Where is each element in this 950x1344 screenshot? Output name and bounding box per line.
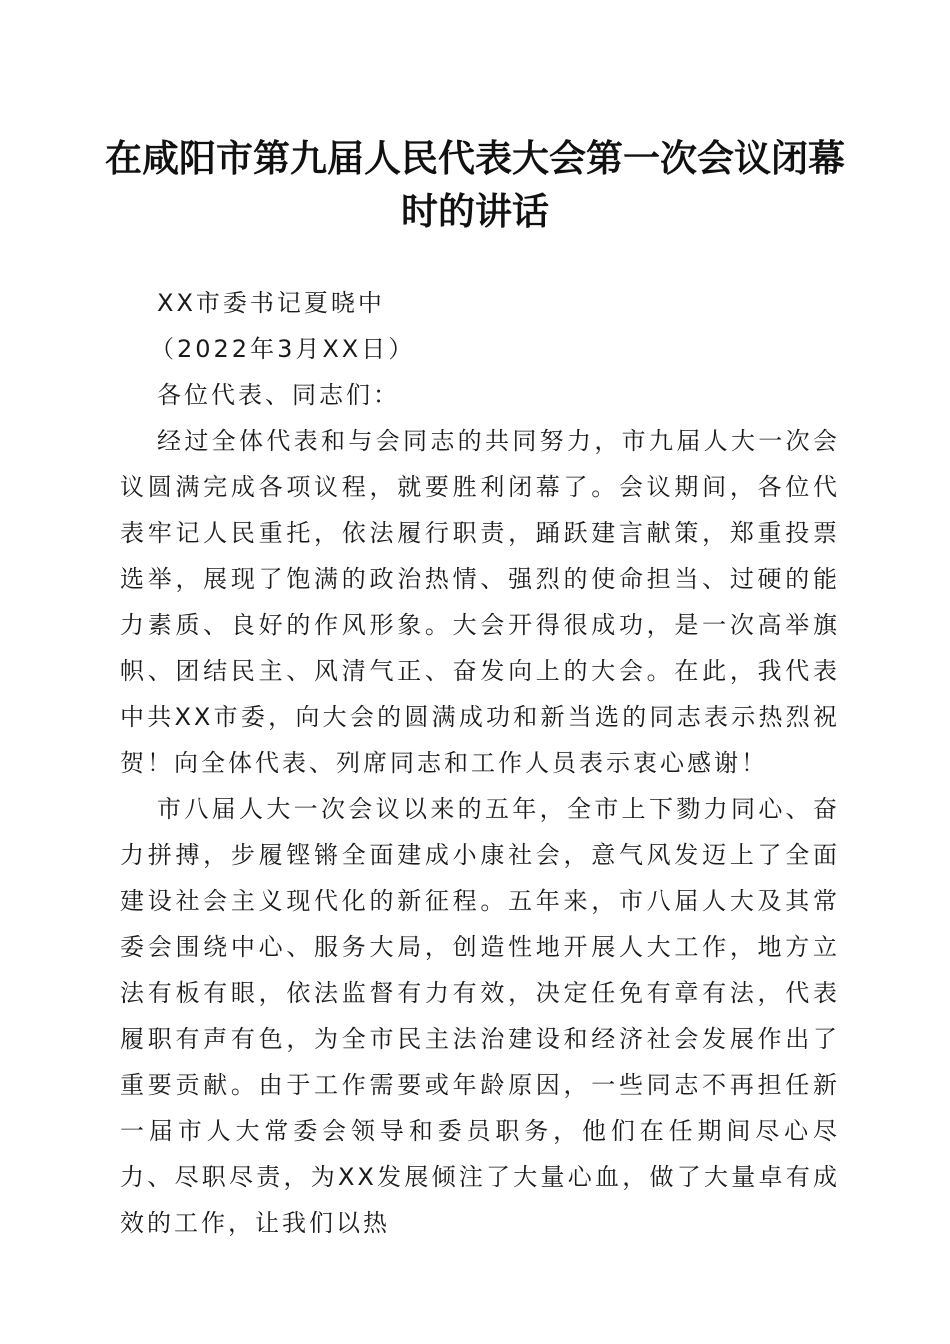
salutation: 各位代表、同志们： <box>157 381 400 409</box>
date-line: （2022年3月XX日） <box>150 335 416 363</box>
paragraph: 市八届人大一次会议以来的五年，全市上下勠力同心、奋力拼搏，步履铿锵全面建成小康社会，意气风发迈上了全面建设社会主义现代化的新征程。五年来，市八届人大及其常委会围绕中心、服务大局，创造性地开展人大工作，地方立法有板有眼，依法监督有力有效，决定任免有章有法，代表履职有声有色，为全市民主法治建设和经济社会发展作出了重要贡献。由于工作需要或年龄原因，一些同志不再担任新一届市人大常委会领导和委员职务，他们在任期间尽心尽力、尽职尽责，为XX发展倾注了大量心血，做了大量卓有成效的工作，让我们以热 <box>120 795 840 1237</box>
speaker-line: XX市委书记夏晓中 <box>157 289 385 317</box>
document-body <box>120 280 840 1246</box>
paragraph: 经过全体代表和与会同志的共同努力，市九届人大一次会议圆满完成各项议程，就要胜利闭幕了。会议期间，各位代表牢记人民重托，依法履行职责，踊跃建言献策，郑重投票选举，展现了饱满的政治热情、强烈的使命担当、过硬的能力素质、良好的作风形象。大会开得很成功，是一次高举旗帜、团结民主、风清气正、奋发向上的大会。在此，我代表中共XX市委，向大会的圆满成功和新当选的同志表示热烈祝贺！向全体代表、列席同志和工作人员表示衷心感谢！ <box>120 427 840 777</box>
document-title: 在咸阳市第九届人民代表大会第一次会议闭幕时的讲话 <box>105 136 845 233</box>
